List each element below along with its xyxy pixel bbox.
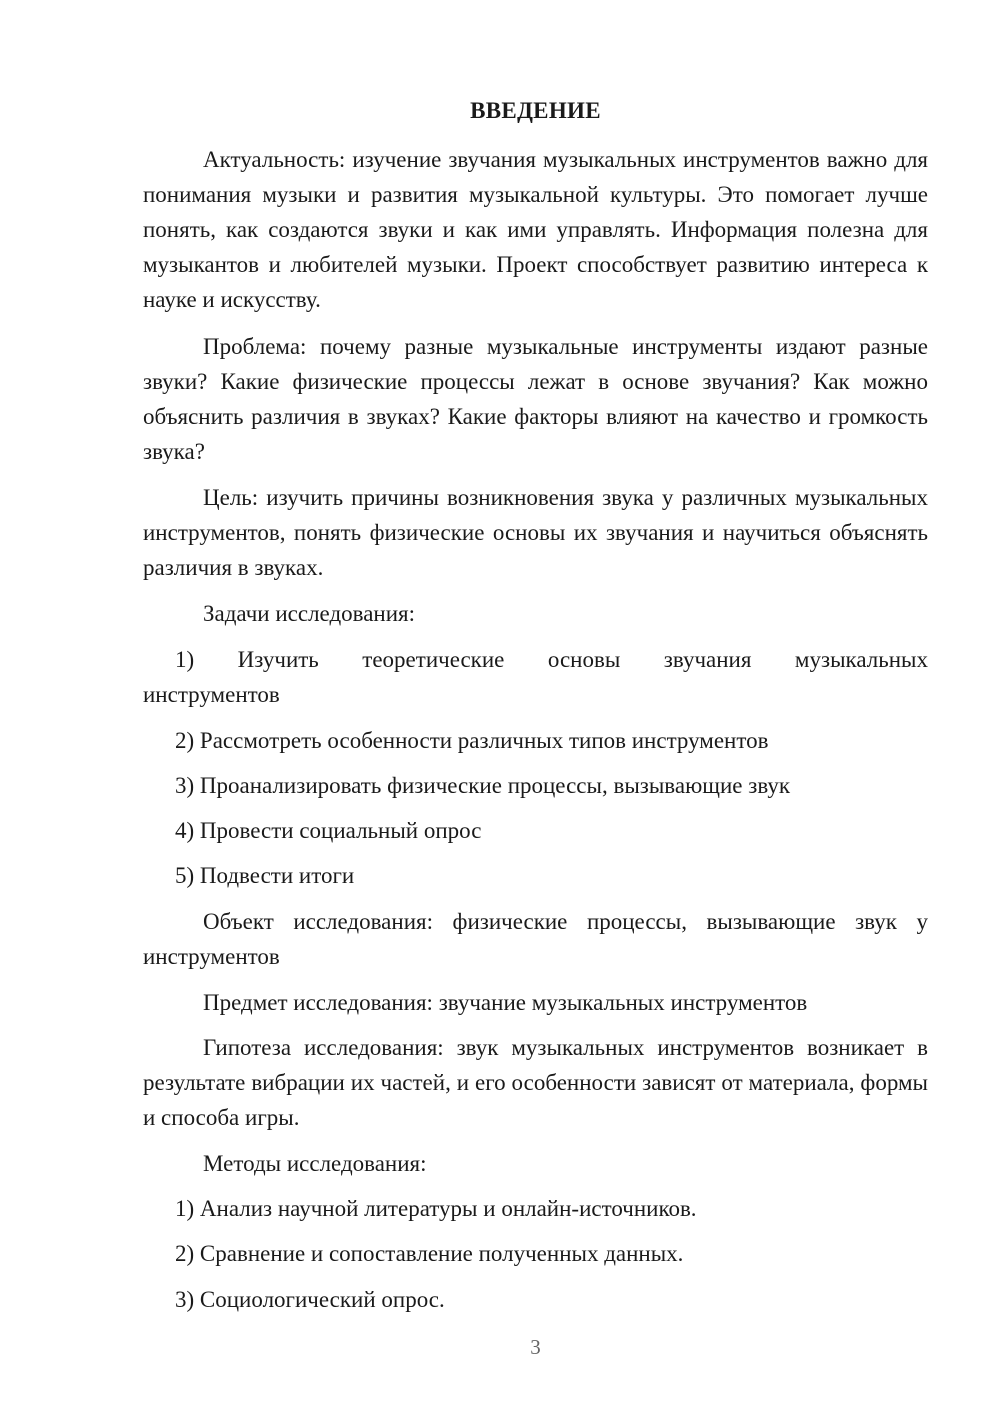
subject-paragraph: Предмет исследования: звучание музыкальных инструментов — [203, 990, 808, 1015]
method-item-3: 3) Социологический опрос. — [175, 1287, 445, 1312]
method-item-1: 1) Анализ научной литературы и онлайн-источников. — [175, 1196, 697, 1221]
task-item-5: 5) Подвести итоги — [175, 863, 355, 888]
goal-paragraph: Цель: изучить причины возникновения звука у различных музыкальных инструментов, понять физические основы их звучания и научиться объяснять различия в звуках. — [143, 485, 928, 580]
methods-heading: Методы исследования: — [203, 1151, 427, 1176]
method-item-2: 2) Сравнение и сопоставление полученных данных. — [175, 1241, 684, 1266]
tasks-heading: Задачи исследования: — [203, 601, 416, 626]
document-page — [143, 0, 928, 1414]
problem-paragraph: Проблема: почему разные музыкальные инструменты издают разные звуки? Какие физические процессы лежат в основе звучания? Как можно объяснить различия в звуках? Какие факторы влияют на качество и громкость звука? — [143, 334, 928, 464]
hypothesis-paragraph: Гипотеза исследования: звук музыкальных инструментов возникает в результате вибрации их частей, и его особенности зависят от материала, формы и способа игры. — [143, 1035, 928, 1130]
relevance-paragraph: Актуальность: изучение звучания музыкальных инструментов важно для понимания музыки и развития музыкальной культуры. Это помогает лучше понять, как создаются звуки и как ими управлять. Информация полезна для музыкантов и любителей музыки. Проект способствует развитию интереса к науке и искусству. — [143, 147, 928, 312]
task-item-1: 1) Изучить теоретические основы звучания музыкальных инструментов — [143, 647, 928, 707]
page-title: ВВЕДЕНИЕ — [470, 98, 601, 123]
object-paragraph: Объект исследования: физические процессы, вызывающие звук у инструментов — [143, 909, 928, 969]
page-number: 3 — [530, 1335, 541, 1359]
task-item-2: 2) Рассмотреть особенности различных типов инструментов — [175, 728, 769, 753]
task-item-4: 4) Провести социальный опрос — [175, 818, 482, 843]
task-item-3: 3) Проанализировать физические процессы, вызывающие звук — [175, 773, 791, 798]
